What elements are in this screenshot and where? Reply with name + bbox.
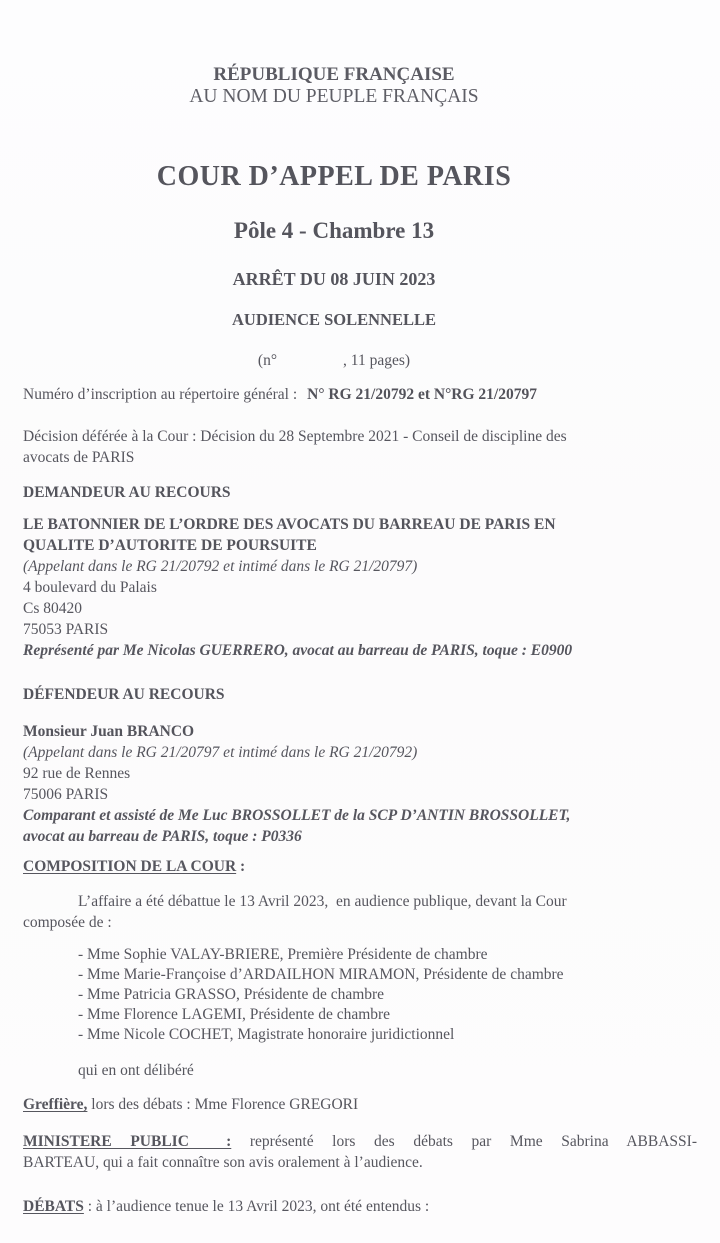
judge-item: - Mme Florence LAGEMI, Présidente de chambre: [78, 1006, 391, 1023]
composition-intro-line2: composée de :: [23, 914, 112, 931]
pages-prefix: (n°: [257, 352, 278, 369]
judges-list: [78, 945, 697, 1045]
court-title: COUR D’APPEL DE PARIS: [156, 161, 512, 192]
defendant-section-heading: DÉFENDEUR AU RECOURS: [23, 686, 225, 703]
public-ministry-line2: BARTEAU, qui a fait connaître son avis oralement à l’audience.: [23, 1154, 423, 1171]
claimant-role-note: (Appelant dans le RG 21/20792 et intimé dans le RG 21/20797): [23, 558, 418, 575]
defendant-name: Monsieur Juan BRANCO: [23, 723, 195, 740]
registry-number-line: [23, 384, 697, 405]
defendant-address-line1: 92 rue de Rennes: [23, 765, 131, 782]
composition-intro-paragraph: [23, 891, 697, 933]
public-ministry-line1-rest: représenté lors des débats par Mme Sabrina ABBASSI-: [231, 1133, 697, 1150]
pages-suffix: , 11 pages): [343, 352, 411, 369]
judge-item: - Mme Marie-Françoise d’ARDAILHON MIRAMON, Présidente de chambre: [78, 966, 564, 983]
debates-label: DÉBATS: [23, 1198, 84, 1215]
claimant-name-line2: QUALITE D’AUTORITE DE POURSUITE: [23, 537, 317, 554]
claimant-address-line2: Cs 80420: [23, 600, 82, 617]
clerk-label: Greffière,: [23, 1096, 88, 1113]
referred-decision-line1: Décision déférée à la Cour : Décision du 28 Septembre 2021 - Conseil de discipline des: [23, 428, 567, 445]
referred-decision-paragraph: [23, 426, 697, 468]
judge-item: - Mme Patricia GRASSO, Présidente de chambre: [78, 986, 385, 1003]
public-ministry-paragraph: [23, 1131, 697, 1173]
defendant-counsel-line2: avocat au barreau de PARIS, toque : P0336: [23, 828, 302, 845]
referred-decision-line2: avocats de PARIS: [23, 449, 135, 466]
composition-intro-line1: L’affaire a été débattue le 13 Avril 2023, en audience publique, devant la Cour: [78, 893, 567, 910]
deliberation-note: qui en ont délibéré: [78, 1062, 194, 1079]
defendant-address-line2: 75006 PARIS: [23, 786, 109, 803]
clerk-text: lors des débats : Mme Florence GREGORI: [87, 1096, 359, 1113]
composition-heading-colon: :: [236, 858, 246, 875]
chamber-title: Pôle 4 - Chambre 13: [233, 218, 435, 243]
registry-value: N° RG 21/20792 et N°RG 21/20797: [307, 386, 537, 403]
decree-date-title: ARRÊT DU 08 JUIN 2023: [232, 269, 436, 289]
registry-label: Numéro d’inscription au répertoire général :: [23, 386, 298, 403]
composition-section-heading: [23, 856, 697, 877]
pages-line: [23, 350, 645, 371]
audience-type-title: AUDIENCE SOLENNELLE: [231, 310, 436, 329]
debates-line: [23, 1196, 697, 1217]
judge-item: - Mme Sophie VALAY-BRIERE, Première Présidente de chambre: [78, 946, 488, 963]
claimant-name-line1: LE BATONNIER DE L’ORDRE DES AVOCATS DU BARREAU DE PARIS EN: [23, 516, 556, 533]
claimant-name: [23, 514, 697, 556]
public-ministry-line1: [23, 1131, 697, 1152]
republic-subtitle: AU NOM DU PEUPLE FRANÇAIS: [189, 86, 479, 107]
composition-heading-text: COMPOSITION DE LA COUR: [23, 858, 237, 875]
debates-text: : à l’audience tenue le 13 Avril 2023, ont été entendus :: [83, 1198, 430, 1215]
claimant-address-line1: 4 boulevard du Palais: [23, 579, 157, 596]
defendant-role-note: (Appelant dans le RG 21/20797 et intimé dans le RG 21/20792): [23, 744, 418, 761]
claimant-address-line3: 75053 PARIS: [23, 621, 109, 638]
defendant-counsel-line1: Comparant et assisté de Me Luc BROSSOLLET de la SCP D’ANTIN BROSSOLLET,: [23, 807, 571, 824]
judge-item: - Mme Nicole COCHET, Magistrate honoraire juridictionnel: [78, 1026, 455, 1043]
claimant-counsel-line: Représenté par Me Nicolas GUERRERO, avocat au barreau de PARIS, toque : E0900: [23, 642, 573, 659]
republic-title: RÉPUBLIQUE FRANÇAISE: [213, 64, 455, 85]
clerk-line: [23, 1094, 697, 1115]
claimant-section-heading: DEMANDEUR AU RECOURS: [23, 484, 231, 501]
public-ministry-label: MINISTERE PUBLIC :: [23, 1133, 232, 1150]
